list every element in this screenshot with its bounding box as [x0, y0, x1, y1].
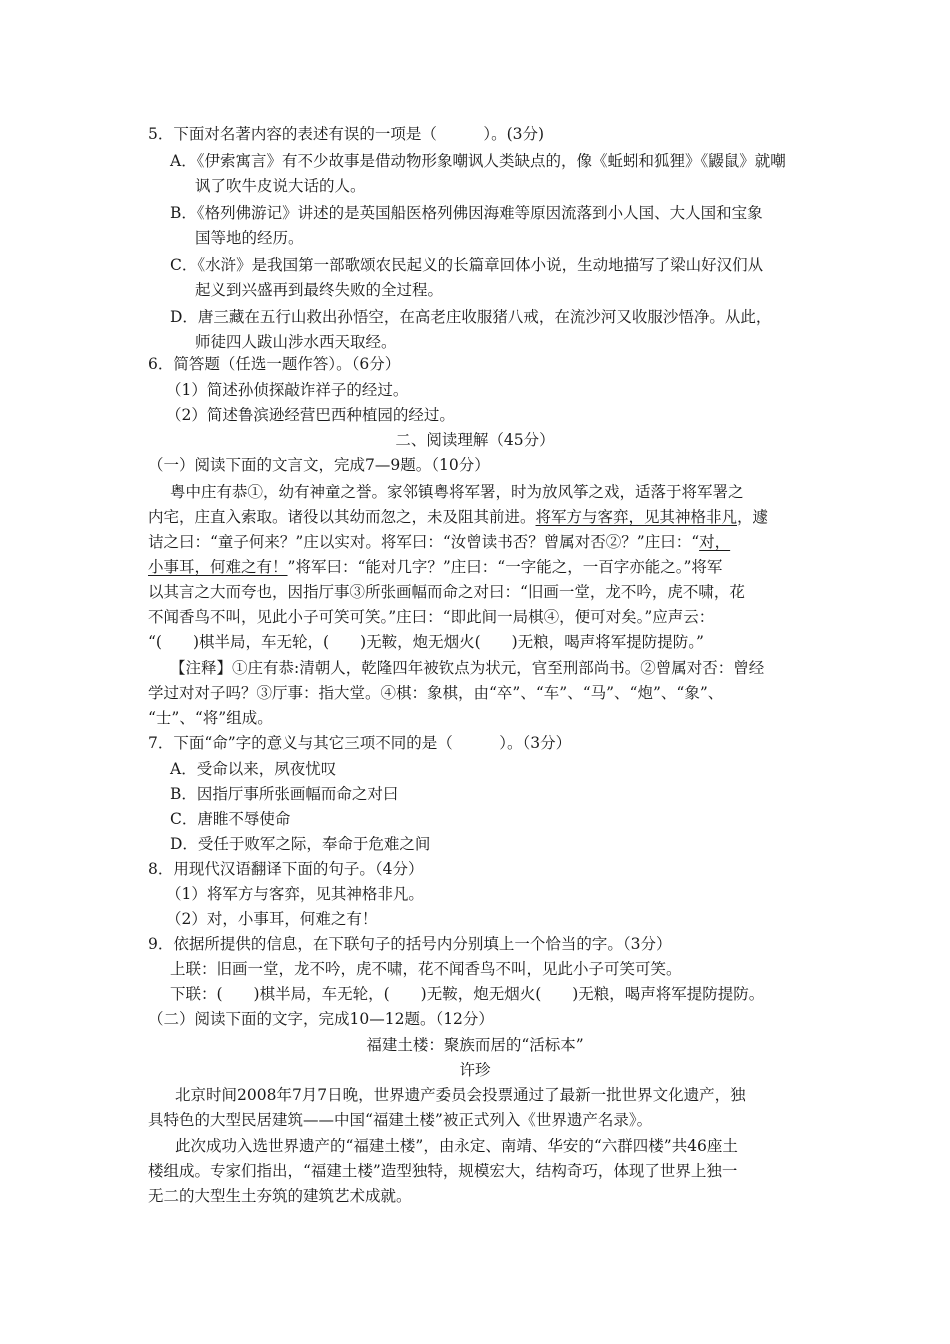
- passage-line-2: 内宅，庄直入索取。诸役以其幼而忽之，未及阻其前进。将军方与客弈，见其神格非凡，遽: [148, 508, 769, 526]
- passage-line-6: 不闻香鸟不叫，见此小子可笑可笑。”庄曰：“即此间一局棋④，便可对矣。”应声云：: [148, 608, 715, 626]
- article-p1-line-2: 具特色的大型民居建筑——中国“福建土楼”被正式列入《世界遗产名录》。: [148, 1111, 653, 1129]
- article-p2-line-3: 无二的大型生土夯筑的建筑艺术成就。: [148, 1187, 412, 1205]
- passage-line-7: “( )棋半局，车无轮，( )无鞍，炮无烟火( )无粮，喝声将军提防提防。”: [148, 633, 704, 651]
- underlined-sentence-2a: 对，: [699, 533, 731, 551]
- q8-stem: 8．用现代汉语翻译下面的句子。（4分）: [148, 860, 424, 878]
- article-p1-line-1: 北京时间2008年7月7日晚，世界遗产委员会投票通过了最新一批世界文化遗产，独: [175, 1086, 746, 1104]
- q8-item-2: （2）对，小事耳，何难之有！: [166, 910, 378, 928]
- q9-stem: 9．依据所提供的信息，在下联句子的括号内分别填上一个恰当的字。（3分）: [148, 935, 672, 953]
- article-p2-line-2: 楼组成。专家们指出，“福建土楼”造型独特，规模宏大，结构奇巧，体现了世界上独一: [148, 1162, 738, 1180]
- annotation-line-2: 学过对对子吗？③厅事：指大堂。④棋：象棋，由“卒”、“车”、“马”、“炮”、“象”、: [148, 684, 724, 702]
- q6-item-2: （2）简述鲁滨逊经营巴西种植园的经过。: [166, 406, 455, 424]
- q5-option-c: C．《水浒》是我国第一部歌颂农民起义的长篇章回体小说，生动地描写了梁山好汉们从: [170, 256, 764, 274]
- underlined-sentence-2b: 小事耳，何难之有！: [148, 558, 288, 576]
- q5-option-c-cont: 起义到兴盛再到最终失败的全过程。: [195, 281, 444, 299]
- section-heading: 二、阅读理解（45分）: [395, 431, 555, 449]
- part1-intro: （一）阅读下面的文言文，完成7—9题。（10分）: [148, 456, 490, 474]
- q5-option-d-cont: 师徒四人跋山涉水西天取经。: [195, 333, 397, 351]
- q6-item-1: （1）简述孙侦探敲诈祥子的经过。: [166, 381, 409, 399]
- q5-option-a: A．《伊索寓言》有不少故事是借动物形象嘲讽人类缺点的，像《蚯蚓和狐狸》《鼹鼠》就嘲: [170, 152, 786, 170]
- q5-option-b: B．《格列佛游记》讲述的是英国船医格列佛因海难等原因流落到小人国、大人国和宝象: [170, 204, 763, 222]
- q7-option-c: C．唐睢不辱使命: [170, 810, 291, 828]
- annotation-line-1: 【注释】①庄有恭:清朝人，乾隆四年被钦点为状元，官至刑部尚书。②曾属对否：曾经: [170, 659, 765, 677]
- q5-option-a-cont: 讽了吹牛皮说大话的人。: [195, 177, 366, 195]
- underlined-sentence-1: 将军方与客弈，见其神格非凡: [535, 508, 738, 526]
- passage-line-4: 小事耳，何难之有！”将军曰：“能对几字？”庄曰：“一字能之，一百字亦能之。”将军: [148, 558, 723, 576]
- q8-item-1: （1）将军方与客弈，见其神格非凡。: [166, 885, 424, 903]
- q7-option-b: B．因指厅事所张画幅而命之对曰: [170, 785, 399, 803]
- part2-intro: （二）阅读下面的文字，完成10—12题。（12分）: [148, 1010, 494, 1028]
- article-title: 福建土楼：聚族而居的“活标本”: [366, 1036, 584, 1054]
- annotation-line-3: “士”、“将”组成。: [148, 709, 273, 727]
- passage-line-1: 粤中庄有恭①，幼有神童之誉。家邻镇粤将军署，时为放风筝之戏，适落于将军署之: [170, 483, 744, 501]
- q7-option-d: D．受任于败军之际，奉命于危难之间: [170, 835, 431, 853]
- q5-stem: 5．下面对名著内容的表述有误的一项是（ ）。(3分): [148, 125, 545, 143]
- q6-stem: 6．简答题（任选一题作答）。（6分）: [148, 355, 401, 373]
- q7-stem: 7．下面“命”字的意义与其它三项不同的是（ ）。（3分）: [148, 734, 572, 752]
- passage-line-3: 诘之曰：“童子何来？”庄以实对。将军曰：“汝曾读书否？曾属对否②？”庄曰：“对，: [148, 533, 731, 551]
- q5-option-d: D．唐三藏在五行山救出孙悟空，在高老庄收服猪八戒，在流沙河又收服沙悟净。从此，: [170, 308, 772, 326]
- article-p2-line-1: 此次成功入选世界遗产的“福建土楼”，由永定、南靖、华安的“六群四楼”共46座土: [175, 1137, 738, 1155]
- q7-option-a: A．受命以来，夙夜忧叹: [170, 760, 337, 778]
- article-author: 许珍: [459, 1061, 491, 1079]
- q9-upper-couplet: 上联：旧画一堂，龙不吟，虎不啸，花不闻香鸟不叫，见此小子可笑可笑。: [170, 960, 682, 978]
- q5-option-b-cont: 国等地的经历。: [195, 229, 304, 247]
- q9-lower-couplet: 下联：( )棋半局，车无轮，( )无鞍，炮无烟火( )无粮，喝声将军提防提防。: [170, 985, 765, 1003]
- passage-line-5: 以其言之大而夸也，因指厅事③所张画幅而命之对曰：“旧画一堂，龙不吟，虎不啸，花: [148, 583, 745, 601]
